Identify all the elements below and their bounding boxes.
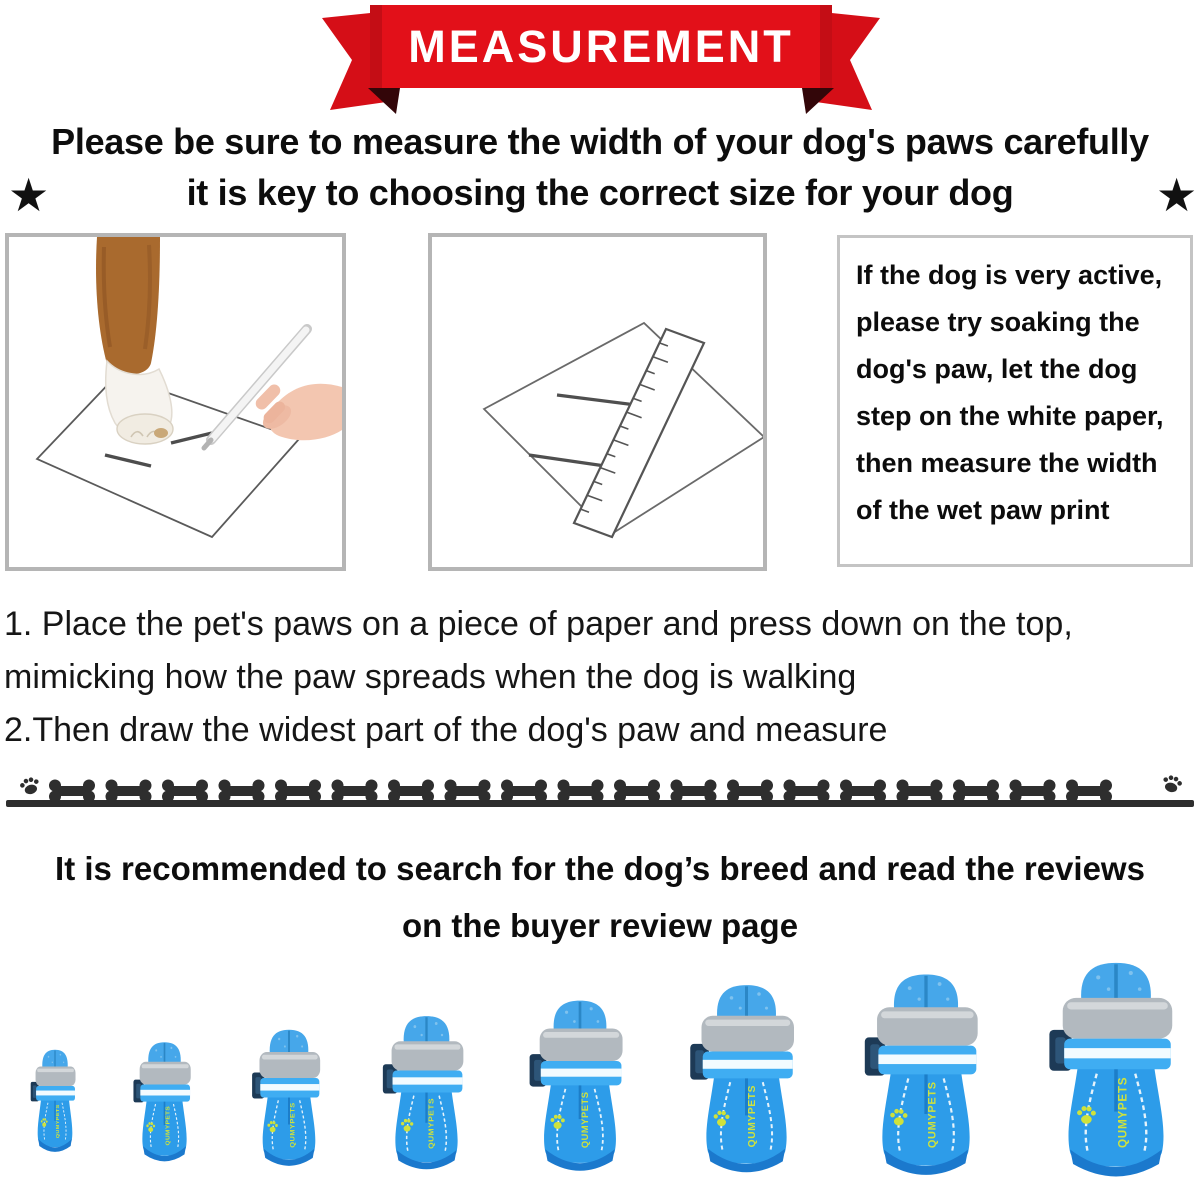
svg-text:QUMYPETS: QUMYPETS <box>166 1105 172 1146</box>
svg-text:QUMYPETS: QUMYPETS <box>926 1081 939 1149</box>
boot-size-lineup <box>28 957 1190 1183</box>
note-line: dog's paw, let the dog <box>856 354 1138 384</box>
svg-text:QUMYPETS: QUMYPETS <box>579 1091 590 1149</box>
panel-note <box>837 235 1193 567</box>
dog-boot-image <box>1042 957 1190 1183</box>
headline-line1: Please be sure to measure the width of your dog's paws carefully <box>51 121 1149 162</box>
dog-boot-size-3 <box>248 1026 330 1170</box>
dog-boot-size-5 <box>524 996 636 1176</box>
banner-title: MEASUREMENT <box>408 21 794 72</box>
dog-boot-image <box>524 996 636 1176</box>
svg-text:QUMYPETS: QUMYPETS <box>747 1084 759 1148</box>
bone-divider <box>0 770 1200 812</box>
ruler-measure-illustration <box>432 237 763 567</box>
headline-line2: it is key to choosing the correct size for your dog <box>186 172 1014 213</box>
dog-boot-size-6 <box>684 980 809 1178</box>
step-line: mimicking how the paw spreads when the dog is walking <box>4 658 857 696</box>
dog-boot-image <box>684 980 809 1178</box>
note-line: step on the white paper, <box>856 401 1164 431</box>
dog-boot-size-1 <box>28 1047 82 1155</box>
dog-boot-image <box>858 969 994 1181</box>
recommendation <box>0 840 1200 954</box>
note-line: of the wet paw print <box>856 495 1110 525</box>
svg-text:QUMYPETS: QUMYPETS <box>55 1104 61 1139</box>
bone-divider-graphic <box>0 770 1200 812</box>
note-line: please try soaking the <box>856 307 1140 337</box>
panel-paw-tracing <box>5 233 346 571</box>
recommendation-line2: on the buyer review page <box>401 907 799 944</box>
star-icon: ★ <box>8 169 50 221</box>
star-icon: ★ <box>1156 169 1198 221</box>
step-line: 2.Then draw the widest part of the dog's paw and measure <box>4 711 888 749</box>
note-line: If the dog is very active, <box>856 260 1163 290</box>
dog-boot-size-4 <box>378 1012 475 1174</box>
headline <box>0 116 1200 221</box>
paw-tracing-illustration <box>9 237 342 567</box>
step-line: 1. Place the pet's paws on a piece of paper and press down on the top, <box>4 605 1073 643</box>
dog-boot-size-2 <box>130 1039 199 1165</box>
recommendation-line1: It is recommended to search for the dog’s breed and read the reviews <box>55 850 1145 887</box>
instructions <box>4 598 1200 757</box>
dog-boot-image <box>378 1012 475 1174</box>
panel-ruler-sketch <box>428 233 767 571</box>
dog-boot-image <box>130 1039 199 1165</box>
dog-boot-image <box>248 1026 330 1170</box>
note-line: then measure the width <box>856 448 1158 478</box>
dog-boot-image <box>28 1047 82 1155</box>
dog-boot-size-7 <box>858 969 994 1181</box>
svg-text:QUMYPETS: QUMYPETS <box>289 1102 297 1148</box>
svg-text:QUMYPETS: QUMYPETS <box>1116 1076 1130 1149</box>
svg-text:QUMYPETS: QUMYPETS <box>426 1097 436 1149</box>
measurement-ribbon <box>0 0 1200 125</box>
dog-boot-size-8 <box>1042 957 1190 1183</box>
